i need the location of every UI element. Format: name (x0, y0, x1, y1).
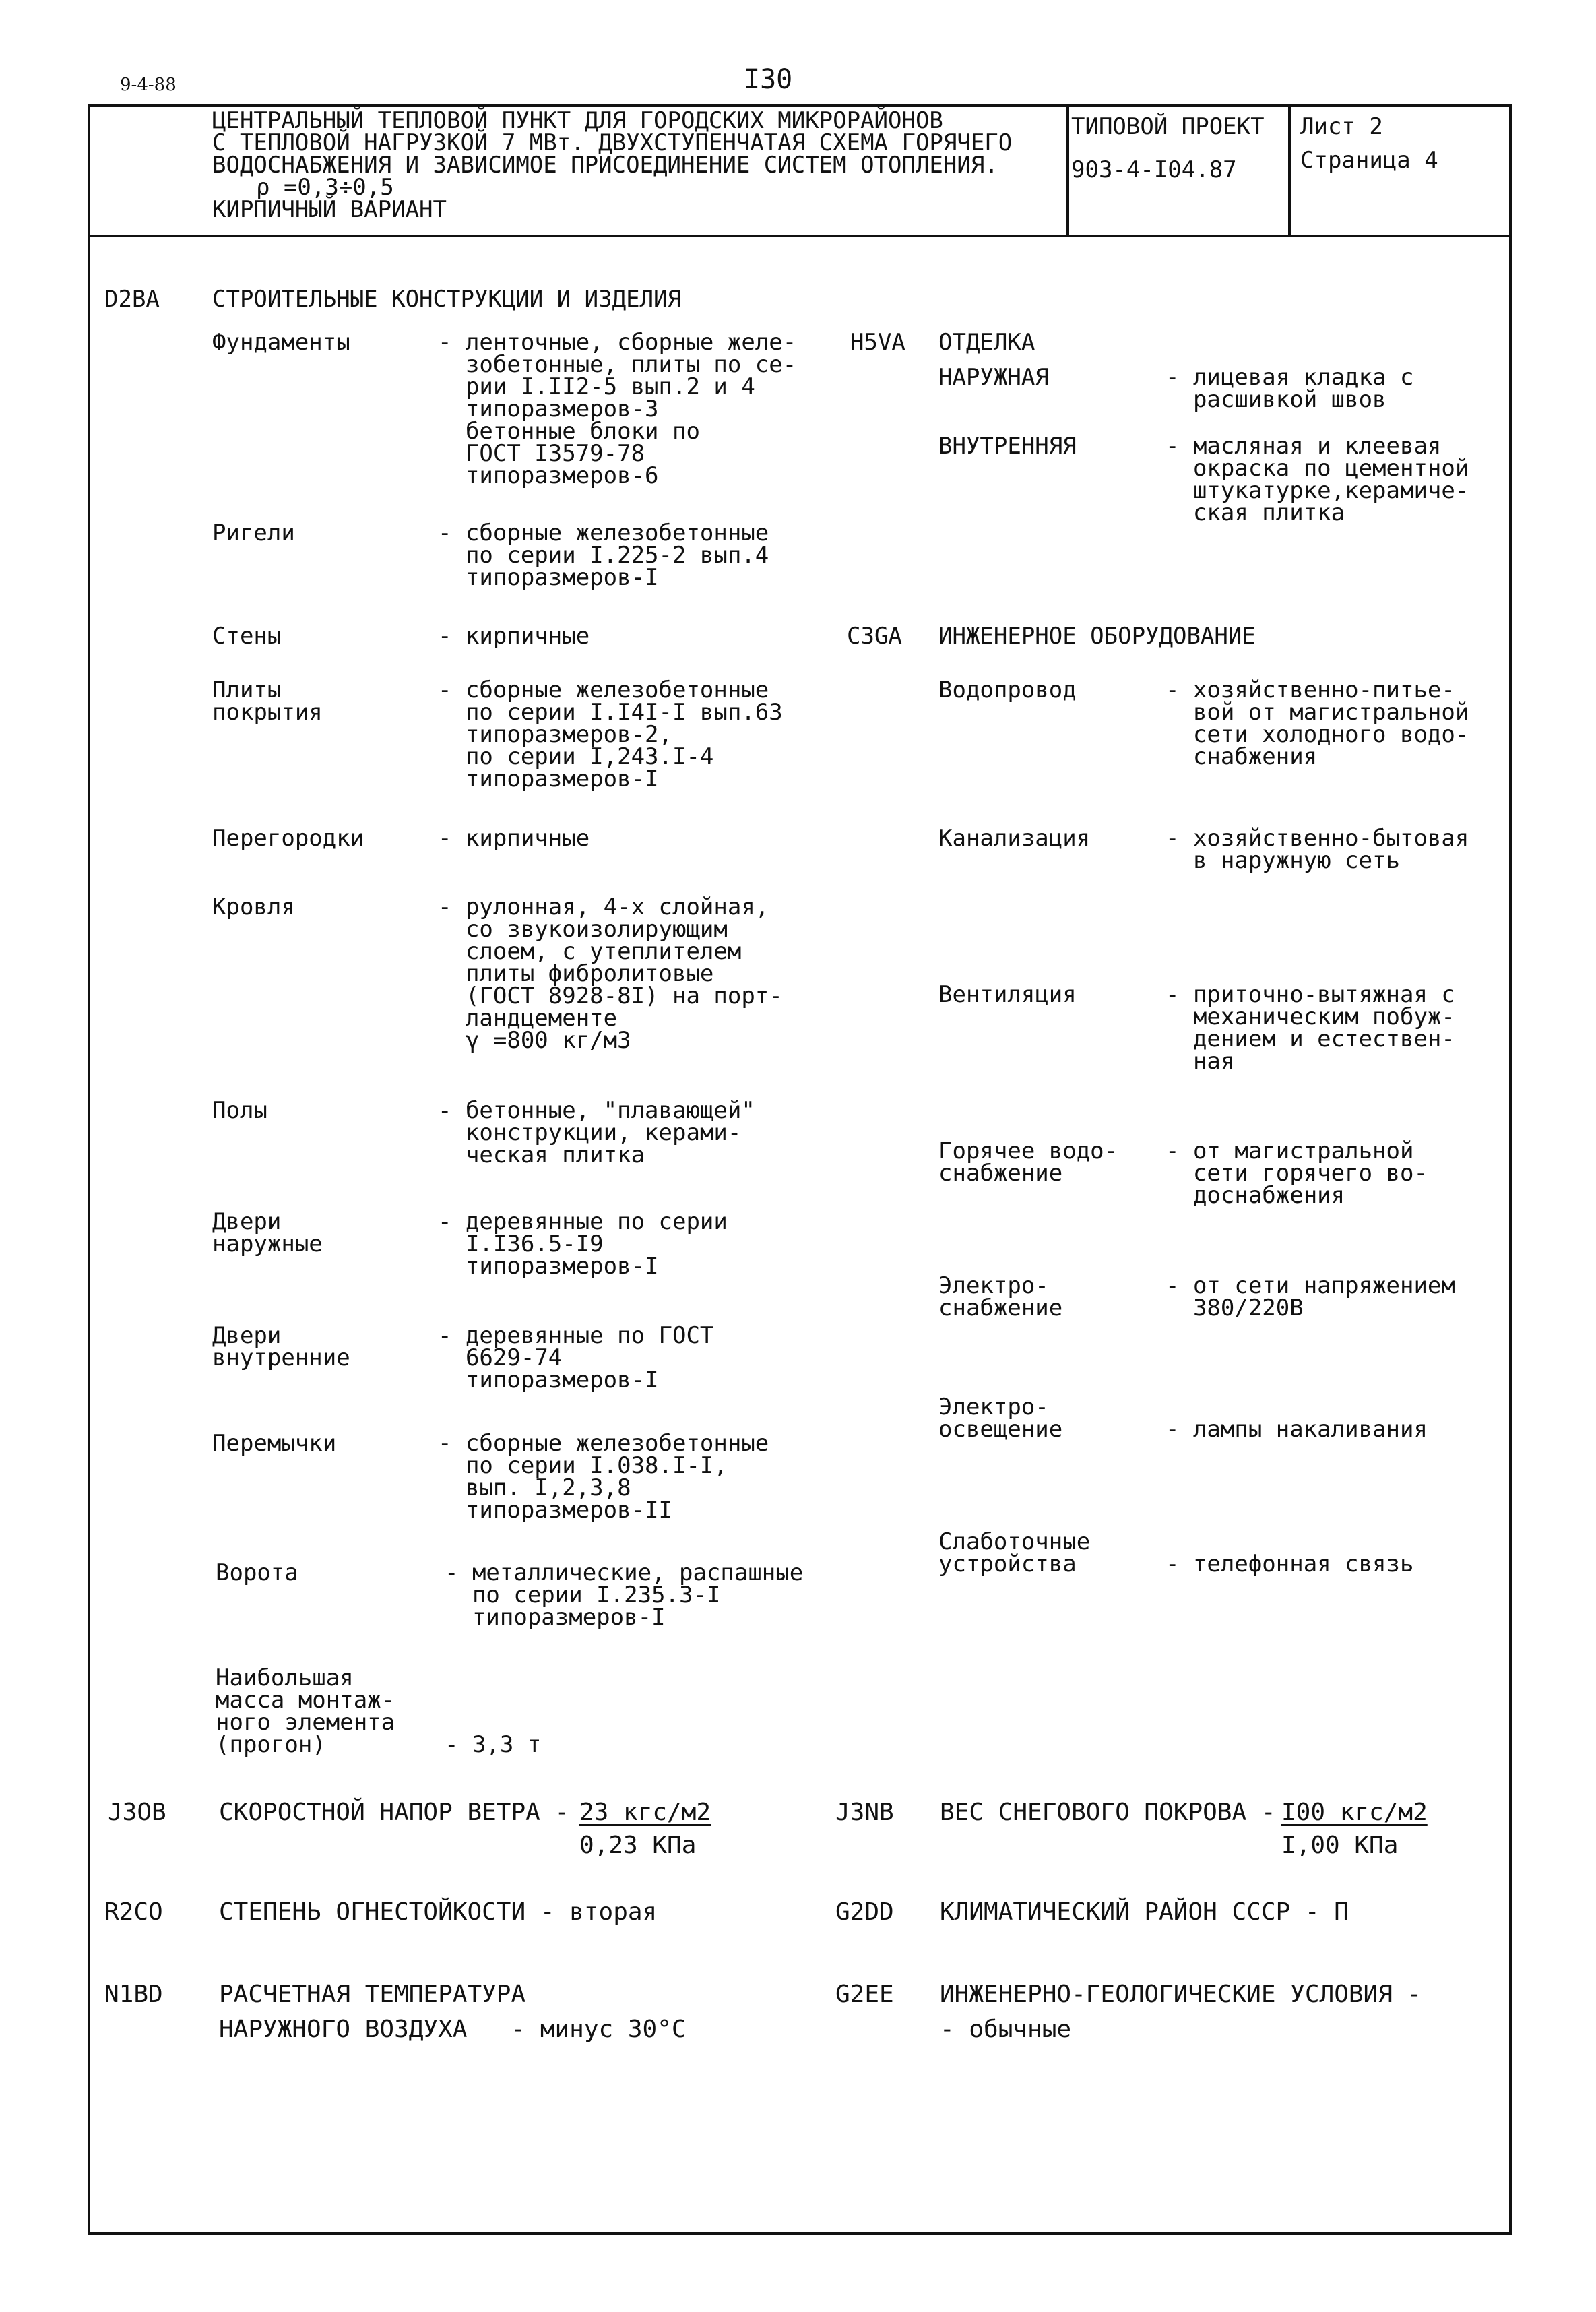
construction-label: Плиты покрытия (212, 677, 323, 726)
construction-label: Полы (212, 1097, 267, 1124)
page-number: I30 (744, 64, 793, 95)
header-divider (88, 235, 1512, 237)
geo-label: ИНЖЕНЕРНО-ГЕОЛОГИЧЕСКИЕ УСЛОВИЯ - (940, 1980, 1422, 2008)
equipment-value: - приточно-вытяжная с механическим побуж- дением и естествен- ная (1166, 981, 1455, 1075)
construction-label: Стены (212, 623, 282, 650)
equipment-label: Канализация (938, 825, 1091, 852)
snow-label: ВЕС СНЕГОВОГО ПОКРОВА - (940, 1799, 1276, 1826)
construction-value: - деревянные по ГОСТ 6629-74 типоразмеров-I (438, 1322, 714, 1394)
fire-resistance: СТЕПЕНЬ ОГНЕСТОЙКОСТИ - вторая (219, 1898, 658, 1926)
equipment-label: Слаботочные устройства (938, 1528, 1091, 1577)
equipment-value: - хозяйственно-бытовая в наружную сеть (1166, 825, 1469, 874)
construction-value: - сборные железобетонные по серии I.225-2 вып.4 типоразмеров-I (438, 520, 769, 591)
equipment-label: Водопровод (938, 677, 1077, 704)
equipment-value: - лампы накаливания (1166, 1416, 1428, 1443)
finishing-label: ВНУТРЕННЯЯ (938, 433, 1077, 460)
equipment-value: - от магистральной сети горячего во- доснабжения (1166, 1137, 1428, 1209)
construction-value: - деревянные по серии I.I36.5-I9 типоразмеров-I (438, 1208, 728, 1280)
construction-label: Кровля (212, 894, 295, 920)
construction-label: Ворота (216, 1559, 298, 1586)
construction-label: Перемычки (212, 1430, 337, 1457)
header-column-divider (1066, 104, 1069, 237)
construction-value: - сборные железобетонные по серии I.038.I-I, вып. I,2,3,8 типоразмеров-II (438, 1430, 769, 1524)
project-label: ТИПОВОЙ ПРОЕКТ (1071, 113, 1265, 140)
header-title-line: КИРПИЧНЫЙ ВАРИАНТ (212, 196, 447, 223)
document-stamp: 9-4-88 (120, 75, 177, 95)
header-title-line: ВОДОСНАБЖЕНИЯ И ЗАВИСИМОЕ ПРИСОЕДИНЕНИЕ СИСТЕМ ОТОПЛЕНИЯ. (212, 152, 998, 179)
construction-label: Двери внутренние (212, 1322, 350, 1371)
construction-value: - рулонная, 4-х слойная, со звукоизолирующим слоем, с утеплителем плиты фибролитовые (ГОСТ 8928-8I) на порт- ландцементе γ =800 кг/м3 (438, 894, 783, 1054)
finishing-label: НАРУЖНАЯ (938, 364, 1049, 391)
construction-label: Двери наружные (212, 1208, 323, 1257)
equipment-label: Горячее водо- снабжение (938, 1137, 1118, 1187)
wind-label: СКОРОСТНОЙ НАПОР ВЕТРА - (219, 1799, 570, 1826)
header-title-line: С ТЕПЛОВОЙ НАГРУЗКОЙ 7 МВт. ДВУХСТУПЕНЧАТАЯ СХЕМА ГОРЯЧЕГО (212, 129, 1013, 156)
climate-zone: КЛИМАТИЧЕСКИЙ РАЙОН СССР - П (940, 1898, 1349, 1926)
construction-value: - металлические, распашные по серии I.235.3-I типоразмеров-I (445, 1559, 804, 1631)
fire-code: R2CO (104, 1898, 163, 1926)
project-code: 903-4-I04.87 (1071, 156, 1237, 183)
section-title: СТРОИТЕЛЬНЫЕ КОНСТРУКЦИИ И ИЗДЕЛИЯ (212, 286, 681, 313)
geo-code: G2EE (835, 1980, 894, 2008)
construction-label: Фундаменты (212, 329, 350, 356)
section-code: H5VA (850, 329, 905, 356)
geo-value: - обычные (940, 2016, 1072, 2043)
construction-value: - бетонные, "плавающей" конструкции, керами- ческая плитка (438, 1097, 755, 1168)
wind-value-kpa: 0,23 КПа (579, 1832, 697, 1859)
section-code: D2BA (104, 286, 160, 313)
construction-value: - кирпичные (438, 623, 590, 650)
snow-value: I00 кгс/м2 (1281, 1799, 1428, 1826)
snow-value-kpa: I,00 КПа (1281, 1832, 1399, 1859)
wind-code: J3OB (108, 1799, 166, 1826)
construction-value: - ленточные, сборные желе- зобетонные, плиты по се- рии I.II2-5 вып.2 и 4 типоразмеров-3 бетонные блоки по ГОСТ I3579-78 типоразмеров-6 (438, 329, 797, 489)
section-code: C3GA (847, 623, 902, 650)
snow-code: J3NB (835, 1799, 894, 1826)
temp-label: РАСЧЕТНАЯ ТЕМПЕРАТУРА (219, 1980, 526, 2008)
construction-label: Наибольшая масса монтаж- ного элемента (прогон) (216, 1664, 395, 1758)
sheet-number: Лист 2 (1300, 113, 1383, 140)
finishing-value: - масляная и клеевая окраска по цементной штукатурке,керамиче- ская плитка (1166, 433, 1469, 526)
section-title: ОТДЕЛКА (938, 329, 1035, 356)
construction-value: - 3,3 т (445, 1731, 542, 1758)
construction-label: Перегородки (212, 825, 364, 852)
section-title: ИНЖЕНЕРНОЕ ОБОРУДОВАНИЕ (938, 623, 1256, 650)
construction-label: Ригели (212, 520, 295, 546)
temp-code: N1BD (104, 1980, 163, 2008)
equipment-label: Электро- освещение (938, 1394, 1063, 1443)
equipment-label: Вентиляция (938, 981, 1077, 1008)
equipment-value: - хозяйственно-питье- вой от магистральной сети холодного водо- снабжения (1166, 677, 1469, 770)
wind-value: 23 кгс/м2 (579, 1799, 711, 1826)
equipment-value: - телефонная связь (1166, 1551, 1414, 1577)
construction-value: - сборные железобетонные по серии I.I4I-I вып.63 типоразмеров-2, по серии I,243.I-4 типоразмеров-I (438, 677, 783, 792)
page-label: Страница 4 (1300, 147, 1438, 174)
header-title-line: ЦЕНТРАЛЬНЫЙ ТЕПЛОВОЙ ПУНКТ ДЛЯ ГОРОДСКИХ МИКРОРАЙОНОВ (212, 107, 943, 134)
equipment-label: Электро- снабжение (938, 1272, 1063, 1321)
equipment-value: - от сети напряжением 380/220В (1166, 1272, 1455, 1321)
temp-value: НАРУЖНОГО ВОЗДУХА - минус 30°С (219, 2016, 687, 2043)
header-title-line: ρ =0,3÷0,5 (256, 174, 394, 201)
construction-value: - кирпичные (438, 825, 590, 852)
climate-code: G2DD (835, 1898, 894, 1926)
finishing-value: - лицевая кладка с расшивкой швов (1166, 364, 1414, 413)
header-column-divider (1288, 104, 1291, 237)
